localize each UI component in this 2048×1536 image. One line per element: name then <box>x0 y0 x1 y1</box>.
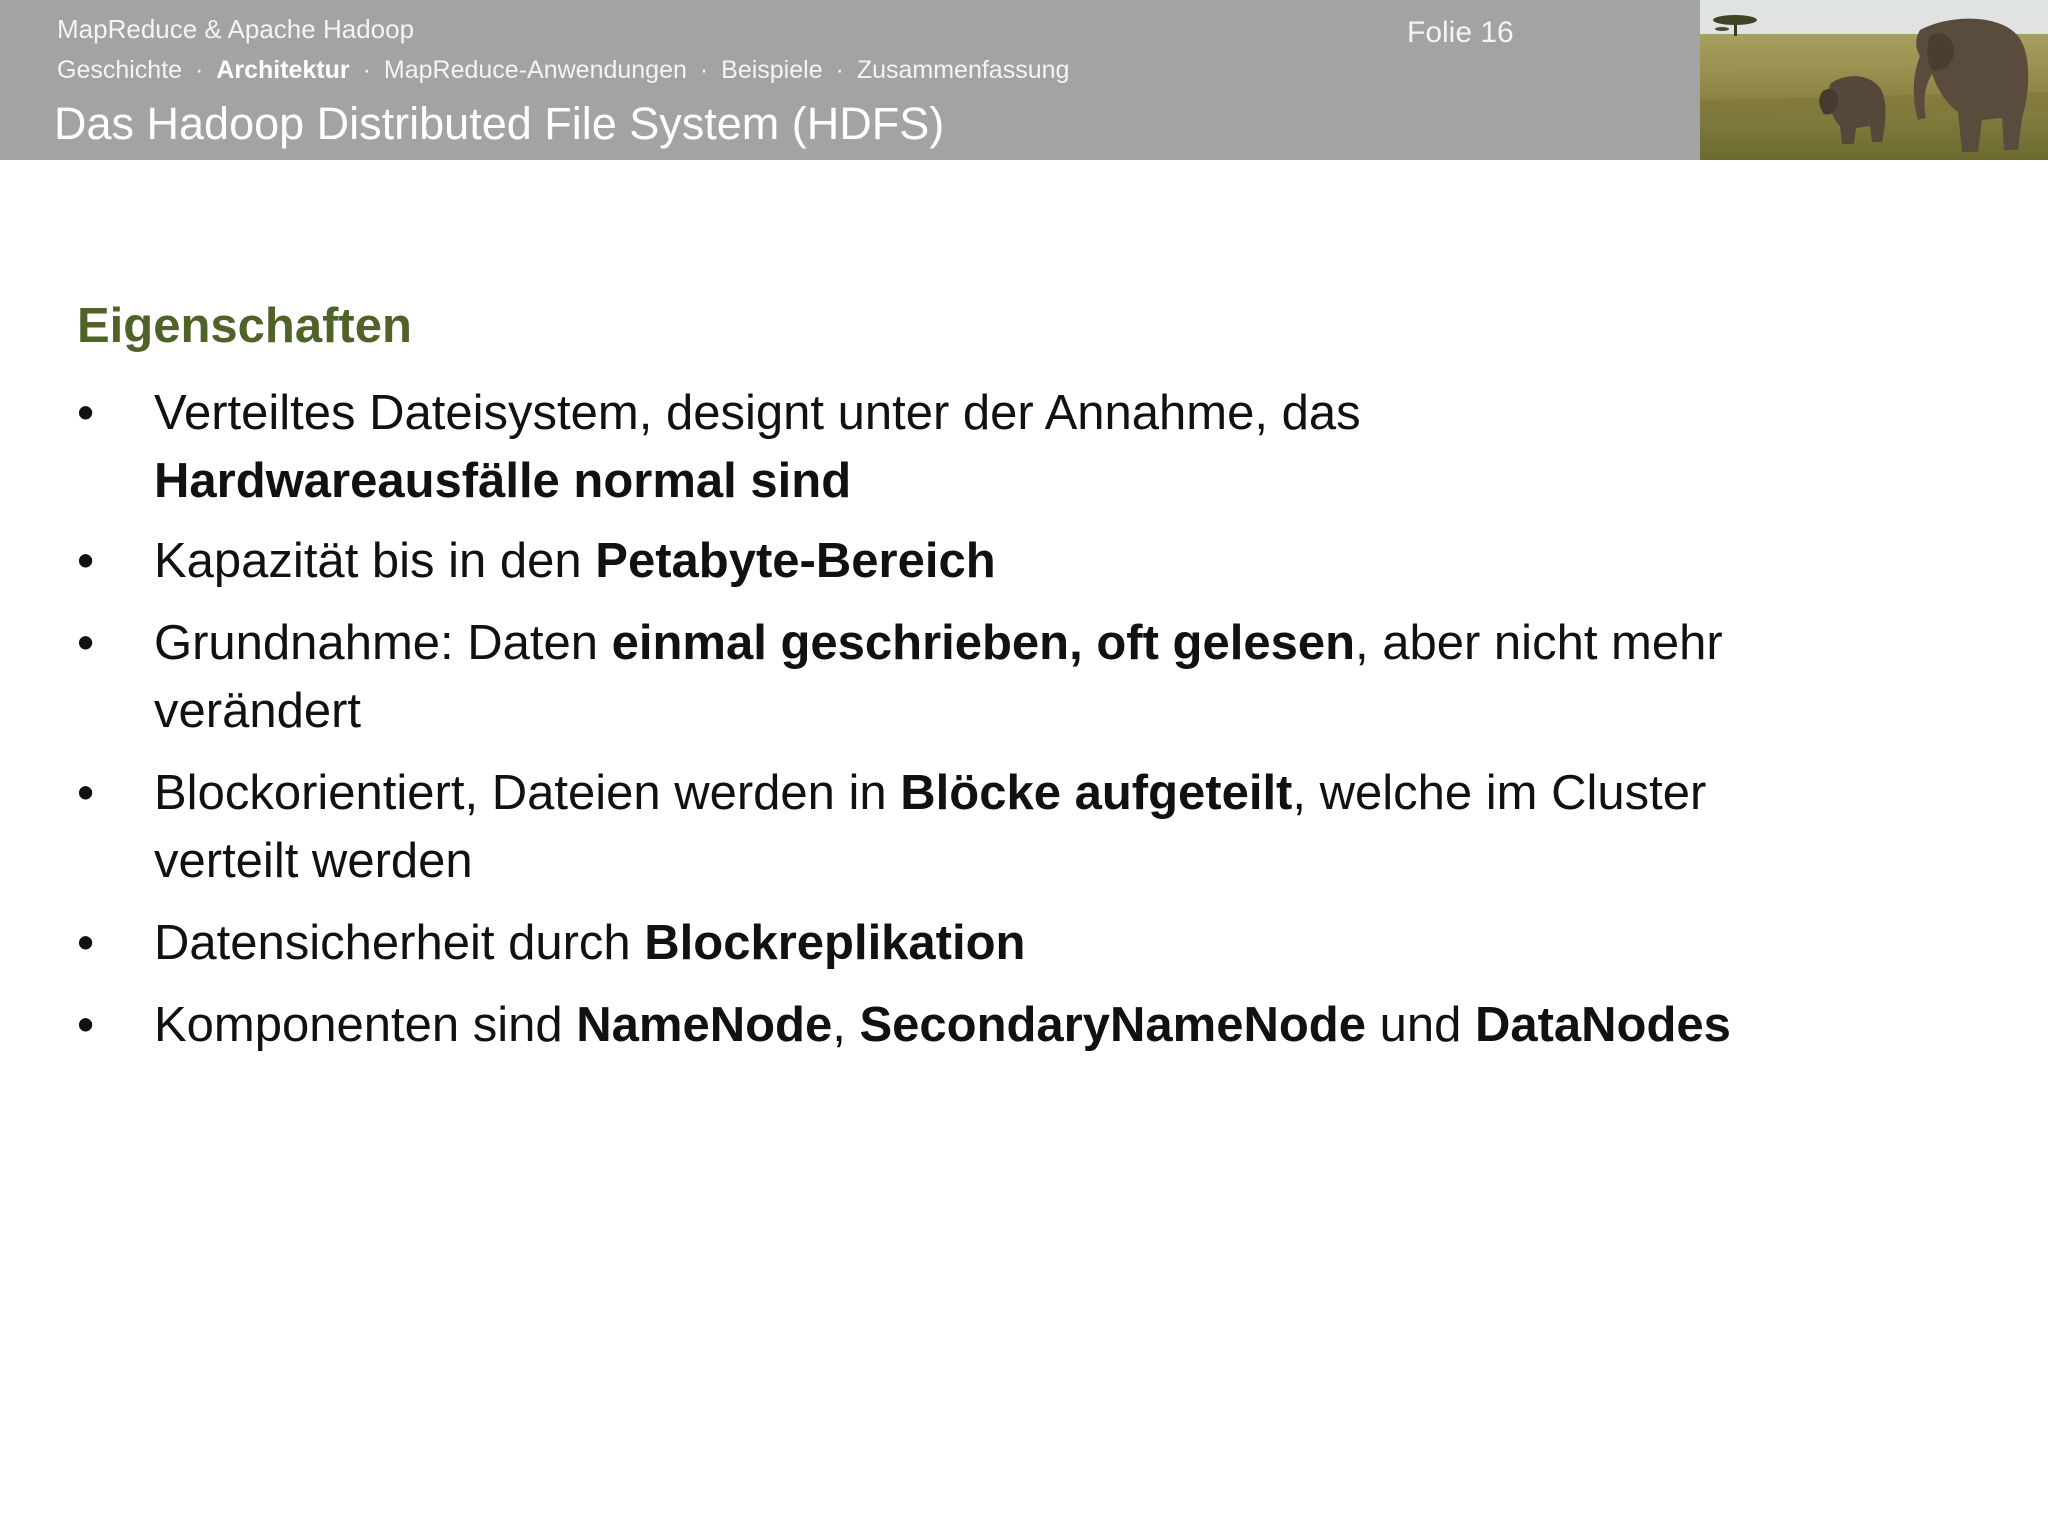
bullet-text <box>154 527 1954 595</box>
bullet-text <box>154 909 1954 977</box>
nav-item-geschichte[interactable]: Geschichte <box>57 56 183 84</box>
presentation-title: MapReduce & Apache Hadoop <box>57 14 415 44</box>
slide-title: Das Hadoop Distributed File System (HDFS) <box>54 98 945 149</box>
slide-number: Folie 16 <box>1407 16 1514 49</box>
bullet-text-plain: Kapazität bis in den <box>154 534 596 588</box>
bullet-symbol: • <box>77 766 95 820</box>
bullet-text-plain: verändert <box>154 684 362 738</box>
bullet-text <box>154 759 1954 895</box>
bullet-text <box>154 379 1954 515</box>
bullet-symbol: • <box>77 534 95 588</box>
section-navigation <box>57 56 1069 85</box>
bullet-text-bold: Petabyte-Bereich <box>595 534 996 588</box>
bullet-text-plain: , <box>832 998 860 1052</box>
nav-item-mapreduce-anwendungen[interactable]: MapReduce-Anwendungen <box>383 56 687 84</box>
bullet-text-plain: Datensicherheit durch <box>154 916 645 970</box>
nav-item-zusammenfassung[interactable]: Zusammenfassung <box>856 56 1070 84</box>
bullet-symbol: • <box>77 386 95 440</box>
bullet-text-bold: DataNodes <box>1474 998 1731 1052</box>
bullet-text-plain: Blockorientiert, Dateien werden in <box>154 766 901 820</box>
elephants-photo <box>1700 0 2048 160</box>
bullet-text-bold: Blöcke aufgeteilt <box>900 766 1293 820</box>
bullet-text-bold: Hardwareausfälle normal sind <box>154 454 852 508</box>
nav-item-architektur[interactable]: Architektur <box>216 56 350 84</box>
bullet-text-bold: NameNode <box>576 998 833 1052</box>
nav-item-beispiele[interactable]: Beispiele <box>721 56 823 84</box>
bullet-symbol: • <box>77 616 95 670</box>
bullet-text-plain: Grundnahme: Daten <box>154 616 612 670</box>
nav-separator: · <box>362 56 371 84</box>
bullet-text-bold: Blockreplikation <box>644 916 1026 970</box>
bullet-symbol: • <box>77 998 95 1052</box>
bullet-text <box>154 609 1954 745</box>
bullet-text-plain: Komponenten sind <box>154 998 577 1052</box>
bullet-text-plain: Verteiltes Dateisystem, designt unter der Annahme, das <box>154 386 1361 440</box>
elephants-savanna-icon <box>1700 0 2048 160</box>
bullet-symbol: • <box>77 916 95 970</box>
bullet-text-bold: SecondaryNameNode <box>859 998 1366 1052</box>
bullet-text-plain: verteilt werden <box>154 834 473 888</box>
nav-separator: · <box>835 56 844 84</box>
nav-separator: · <box>195 56 204 84</box>
bullet-text-bold: einmal geschrieben, oft gelesen <box>611 616 1356 670</box>
bullet-text-plain: , aber nicht mehr <box>1355 616 1723 670</box>
bullet-text-plain: und <box>1365 998 1475 1052</box>
nav-separator: · <box>699 56 709 84</box>
section-heading: Eigenschaften <box>77 299 412 353</box>
header-bar <box>0 0 1700 160</box>
bullet-text-plain: , welche im Cluster <box>1292 766 1707 820</box>
bullet-text <box>154 991 1954 1059</box>
